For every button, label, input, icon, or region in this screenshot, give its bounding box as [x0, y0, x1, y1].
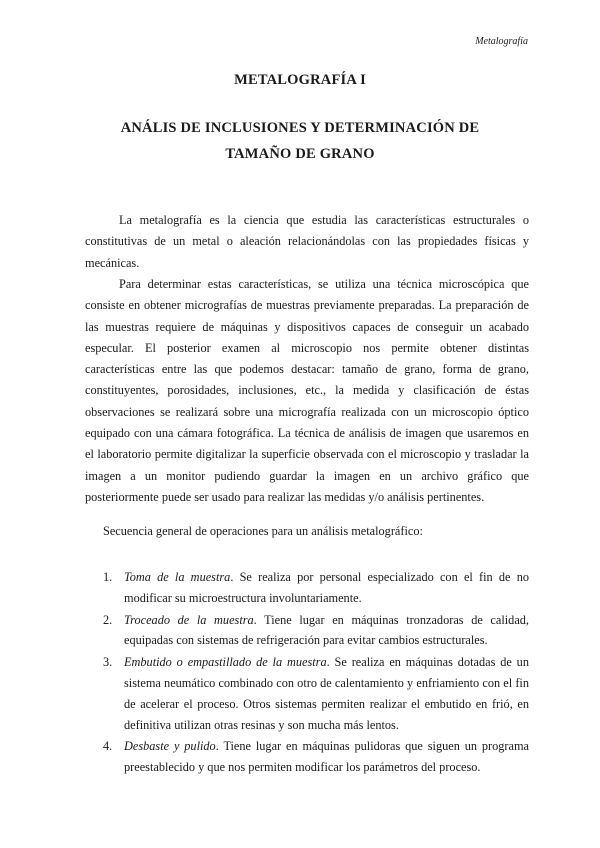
subtitle-line-2: TAMAÑO DE GRANO [225, 146, 375, 162]
paragraph-technique: Para determinar estas características, se utiliza una técnica microscópica que consiste en obtener micrografías de muestras previamente preparadas. La preparación de las muestras requiere de máquinas y dispositivos capaces de conseguir un acabado especular. El posterior examen al microscopio nos permite obtener distintas características entre las que podemos destacar: tamaño de grano, forma de grano, constituyentes, porosidades, inclusiones, etc., la medida y clasificación de éstas observaciones se realizará sobre una micrografía realizada con un microscopio óptico equipado con una cámara fotográfica. La técnica de análisis de imagen que usaremos en el laboratorio permite digitalizar la superficie observada con el microscopio y trasladar la imagen a un monitor pudiendo guardar la imagen en un archivo gráfico que posteriormente puede ser usado para realizar las medidas y/o análisis pertinentes. [85, 277, 529, 504]
step-text: . Se realiza en máquinas dotadas de un sistema neumático combinado con otro de calentamiento y enfriamiento con el fin de acelerar el proceso. Otros sistemas permiten realizar el embutido en frió, en definitiva utilizan otras resinas y son mucha más lentos. [124, 655, 529, 732]
list-item [103, 610, 529, 652]
list-item [103, 652, 529, 735]
steps-list [103, 567, 529, 779]
paragraph-definition: La metalografía es la ciencia que estudia las características estructurales o constitutivas de un metal o aleación relacionándolas con las propiedades físicas y mecánicas. [85, 213, 529, 270]
step-number: 2. [103, 612, 113, 627]
step-text: . Se realiza por personal especializado con el fin de no modificar su microestructura involuntariamente. [124, 570, 530, 605]
step-title: Toma de la muestra [124, 570, 231, 584]
step-number: 1. [103, 570, 113, 584]
page-title: METALOGRAFÍA I [234, 72, 366, 88]
step-number: 3. [103, 655, 113, 670]
subtitle-line-1: ANÁLIS DE INCLUSIONES Y DETERMINACIÓN DE [120, 120, 480, 136]
sequence-intro: Secuencia general de operaciones para un análisis metalográfico: [103, 524, 423, 538]
list-item [103, 736, 529, 778]
list-item [103, 567, 529, 609]
step-number: 4. [103, 739, 113, 754]
step-title: Troceado de la muestra [124, 612, 254, 627]
step-text: . Tiene lugar en máquinas pulidoras que siguen un programa preestablecido y que nos permiten modificar los parámetros del proceso. [124, 739, 529, 775]
step-text: . Tiene lugar en máquinas tronzadoras de calidad, equipadas con sistemas de refrigeración para evitar cambios estructurales. [124, 612, 529, 648]
step-title: Desbaste y pulido [124, 739, 216, 754]
step-title: Embutido o empastillado de la muestra [124, 655, 327, 670]
running-header: Metalografía [475, 36, 528, 47]
